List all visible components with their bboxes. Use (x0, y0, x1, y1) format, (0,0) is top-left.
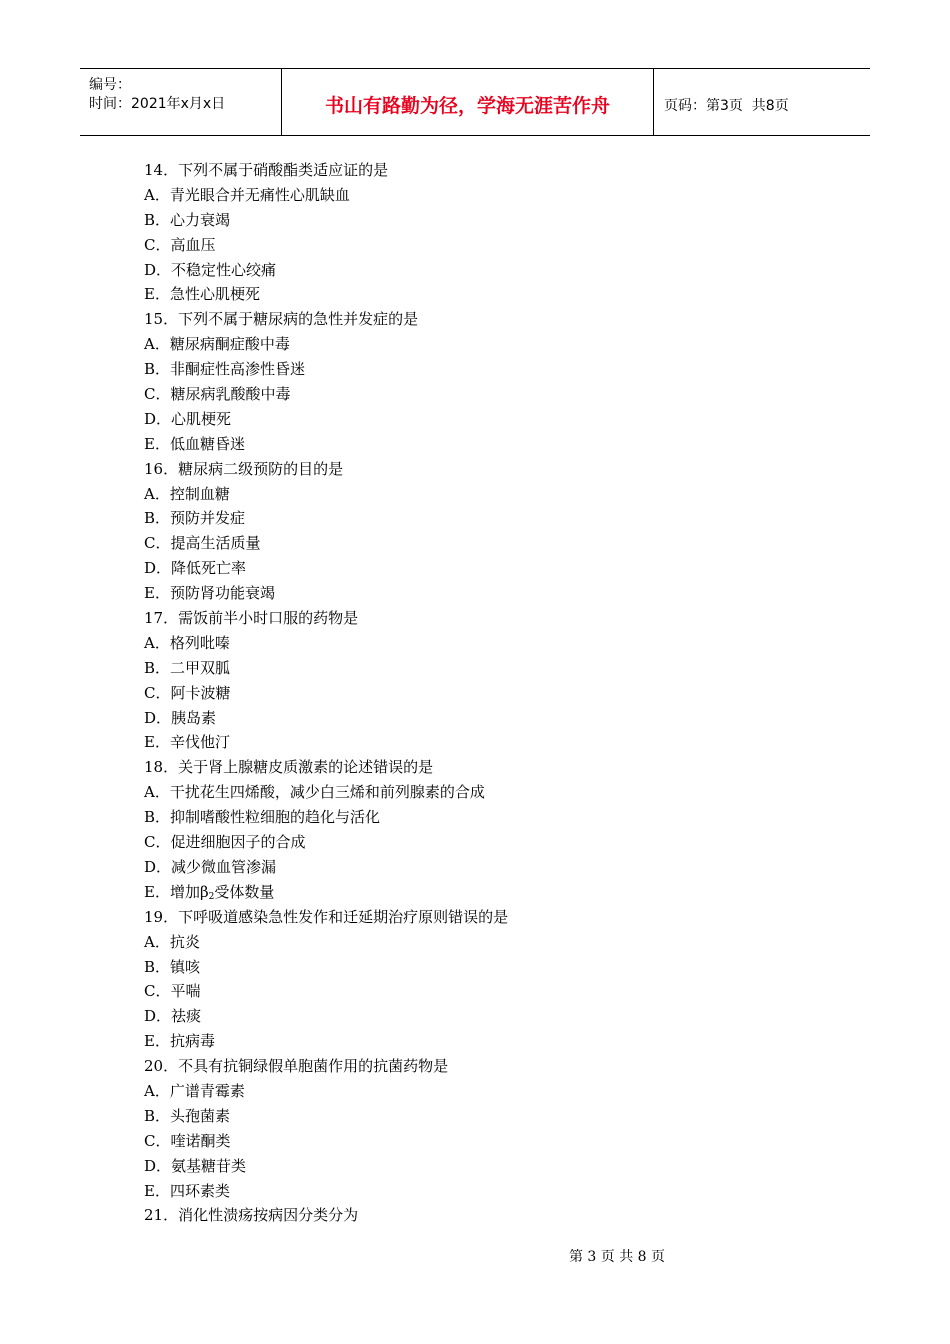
option-15-b: B．非酮症性高渗性昏迷 (144, 360, 306, 379)
question-19: 19．下呼吸道感染急性发作和迁延期治疗原则错误的是 (144, 907, 509, 926)
option-14-b: B．心力衰竭 (144, 210, 231, 229)
option-18-e (144, 880, 844, 905)
page-header (80, 68, 870, 136)
option-17-a: A．格列吡嗪 (144, 633, 230, 652)
option-19-a: A．抗炎 (144, 932, 200, 951)
option-18-a: A．干扰花生四烯酸，减少白三烯和前列腺素的合成 (144, 783, 485, 802)
option-14-c: C．高血压 (144, 235, 216, 254)
option-14-d: D．不稳定性心绞痛 (144, 260, 277, 279)
option-18-d: D．减少微血管渗漏 (144, 857, 277, 876)
question-18: 18．关于肾上腺糖皮质激素的论述错误的是 (144, 758, 434, 777)
option-20-a: A．广谱青霉素 (144, 1081, 245, 1100)
page-footer (0, 1246, 950, 1266)
option-20-e: E．四环素类 (144, 1181, 230, 1200)
option-15-d: D．心肌梗死 (144, 409, 232, 428)
option-20-b: B．头孢菌素 (144, 1106, 231, 1125)
option-17-d: D．胰岛素 (144, 708, 217, 727)
option-20-c: C．喹诺酮类 (144, 1131, 231, 1150)
option-15-c: C．糖尿病乳酸酸中毒 (144, 385, 291, 404)
option-18-b: B．抑制嗜酸性粒细胞的趋化与活化 (144, 808, 381, 827)
option-16-e: E．预防肾功能衰竭 (144, 584, 275, 603)
option-19-e: E．抗病毒 (144, 1032, 215, 1051)
question-16: 16．糖尿病二级预防的目的是 (144, 459, 344, 478)
question-14: 14．下列不属于硝酸酯类适应证的是 (144, 161, 389, 179)
question-list (144, 158, 844, 1228)
question-21: 21．消化性溃疡按病因分类分为 (144, 1206, 359, 1225)
option-15-e: E．低血糖昏迷 (144, 434, 245, 453)
option-20-d: D．氨基糖苷类 (144, 1156, 247, 1175)
option-15-a: A．糖尿病酮症酸中毒 (144, 335, 290, 354)
question-20: 20．不具有抗铜绿假单胞菌作用的抗菌药物是 (144, 1057, 449, 1076)
question-17: 17．需饭前半小时口服的药物是 (144, 609, 359, 628)
option-19-c: C．平喘 (144, 982, 201, 1001)
option-19-d: D．祛痰 (144, 1007, 202, 1026)
option-14-a: A．青光眼合并无痛性心肌缺血 (144, 185, 350, 204)
option-17-e: E．辛伐他汀 (144, 733, 230, 752)
option-18-e-suffix: 受体数量 (214, 882, 275, 901)
option-17-b: B．二甲双胍 (144, 658, 231, 677)
motto-text: 书山有路勤为径，学海无涯苦作舟 (324, 95, 610, 117)
option-18-c: C．促进细胞因子的合成 (144, 833, 306, 852)
option-17-c: C．阿卡波糖 (144, 683, 231, 702)
header-motto-cell (282, 69, 654, 135)
beta-subscript: 2 (208, 891, 215, 902)
option-16-a: A．控制血糖 (144, 484, 230, 503)
option-16-c: C．提高生活质量 (144, 534, 261, 553)
page-info: 页码：第3页 共8页 (664, 98, 789, 114)
option-18-e-prefix: E．增加β (144, 882, 209, 901)
number-label: 编号： (89, 77, 131, 93)
time-label: 时间：2021年x月x日 (89, 96, 226, 112)
question-15: 15．下列不属于糖尿病的急性并发症的是 (144, 310, 419, 329)
header-meta-cell (80, 69, 282, 135)
header-page-cell (654, 69, 870, 135)
option-16-b: B．预防并发症 (144, 509, 246, 528)
option-19-b: B．镇咳 (144, 957, 201, 976)
option-16-d: D．降低死亡率 (144, 559, 247, 578)
footer-page-number: 第 3 页 共 8 页 (568, 1249, 666, 1265)
option-14-e: E．急性心肌梗死 (144, 285, 260, 304)
